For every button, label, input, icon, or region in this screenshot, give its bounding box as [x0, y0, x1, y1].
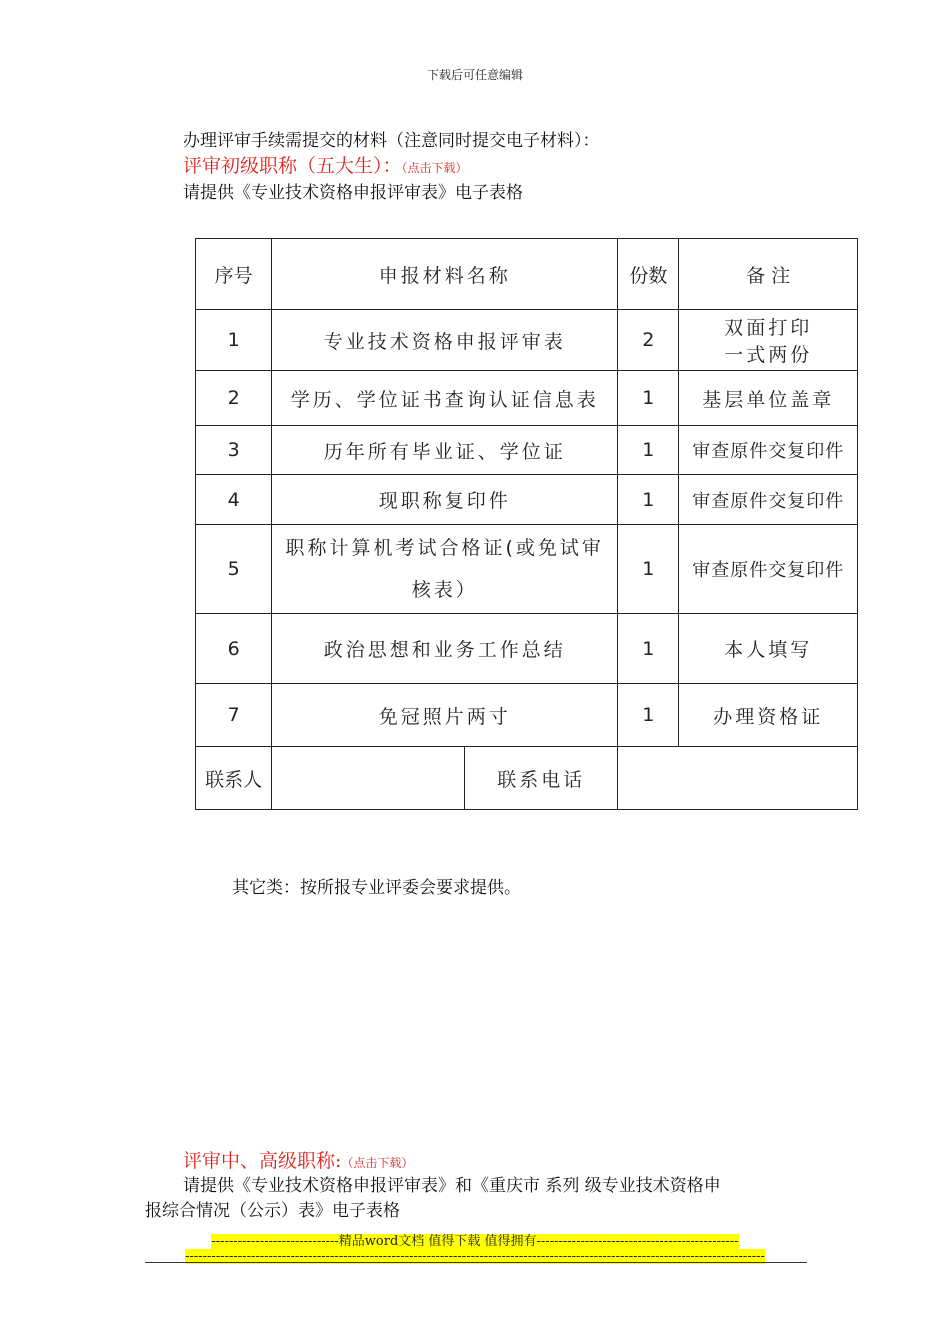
contact-row [196, 747, 858, 810]
table-row [196, 525, 858, 614]
cell-name: 历年所有毕业证、学位证 [272, 426, 618, 475]
cell-name: 免冠照片两寸 [272, 684, 618, 747]
cell-copies: 1 [618, 475, 679, 525]
name-line: 核表） [411, 579, 478, 601]
request-junior: 请提供《专业技术资格申报评审表》电子表格 [183, 183, 523, 203]
contact-label: 联系人 [196, 747, 272, 810]
cell-note: 审查原件交复印件 [679, 475, 858, 525]
heading-senior-text: 评审中、高级职称: [183, 1150, 342, 1172]
table-row [196, 475, 858, 525]
materials-table [195, 238, 858, 810]
page-header: 下载后可任意编辑 [426, 68, 523, 82]
cell-no: 5 [196, 525, 272, 614]
cell-copies: 1 [618, 614, 679, 684]
contact-split [272, 747, 618, 810]
cell-copies: 1 [618, 684, 679, 747]
footer-banner-text: -----------------------------精品word文档 值得下载 值得拥有---------------------------------------------- [211, 1234, 739, 1249]
cell-name: 政治思想和业务工作总结 [272, 614, 618, 684]
footer-rule [145, 1262, 807, 1263]
phone-value [618, 747, 858, 810]
header-copies: 份数 [618, 239, 679, 310]
footer-dashes-text: ------------------------------------------------------------------------------------------------------------------------------------ [185, 1249, 765, 1264]
cell-note: 本人填写 [679, 614, 858, 684]
cell-copies: 1 [618, 525, 679, 614]
name-line: 职称计算机考试合格证(或免试审 [285, 537, 604, 559]
cell-copies: 1 [618, 371, 679, 426]
request-senior-line2: 报综合情况（公示）表》电子表格 [145, 1201, 400, 1221]
other-category-note: 其它类：按所报专业评委会要求提供。 [232, 878, 521, 898]
cell-copies: 2 [618, 310, 679, 371]
request-senior-line1: 请提供《专业技术资格申报评审表》和《重庆市 系列 级专业技术资格申 [183, 1176, 721, 1196]
header-name: 申报材料名称 [272, 239, 618, 310]
cell-note: 审查原件交复印件 [679, 426, 858, 475]
cell-name: 学历、学位证书查询认证信息表 [272, 371, 618, 426]
phone-label: 联系电话 [497, 768, 586, 791]
cell-no: 7 [196, 684, 272, 747]
table-header-row [196, 239, 858, 310]
cell-note: 基层单位盖章 [679, 371, 858, 426]
table-row [196, 684, 858, 747]
table-row [196, 371, 858, 426]
note-line: 双面打印 [724, 317, 813, 339]
download-link-junior[interactable]: （点击下载） [401, 161, 468, 175]
contact-value [272, 747, 465, 809]
cell-name: 专业技术资格申报评审表 [272, 310, 618, 371]
header-note: 备 注 [679, 239, 858, 310]
table-row [196, 310, 858, 371]
intro-paragraph: 办理评审手续需提交的材料（注意同时提交电子材料）： [183, 131, 600, 151]
table-row [196, 426, 858, 475]
table-row [196, 614, 858, 684]
section-heading-junior [183, 151, 468, 178]
heading-junior-text: 评审初级职称（五大生）： [183, 155, 402, 177]
cell-no: 3 [196, 426, 272, 475]
cell-note: 办理资格证 [679, 684, 858, 747]
cell-note [679, 310, 858, 371]
cell-note: 审查原件交复印件 [679, 525, 858, 614]
section-heading-senior [183, 1146, 413, 1173]
note-line: 一式两份 [724, 344, 813, 366]
cell-no: 1 [196, 310, 272, 371]
cell-name: 现职称复印件 [272, 475, 618, 525]
cell-name [272, 525, 618, 614]
cell-copies: 1 [618, 426, 679, 475]
cell-no: 2 [196, 371, 272, 426]
download-link-senior[interactable]: （点击下载） [341, 1156, 414, 1170]
cell-no: 4 [196, 475, 272, 525]
cell-no: 6 [196, 614, 272, 684]
header-no: 序号 [196, 239, 272, 310]
